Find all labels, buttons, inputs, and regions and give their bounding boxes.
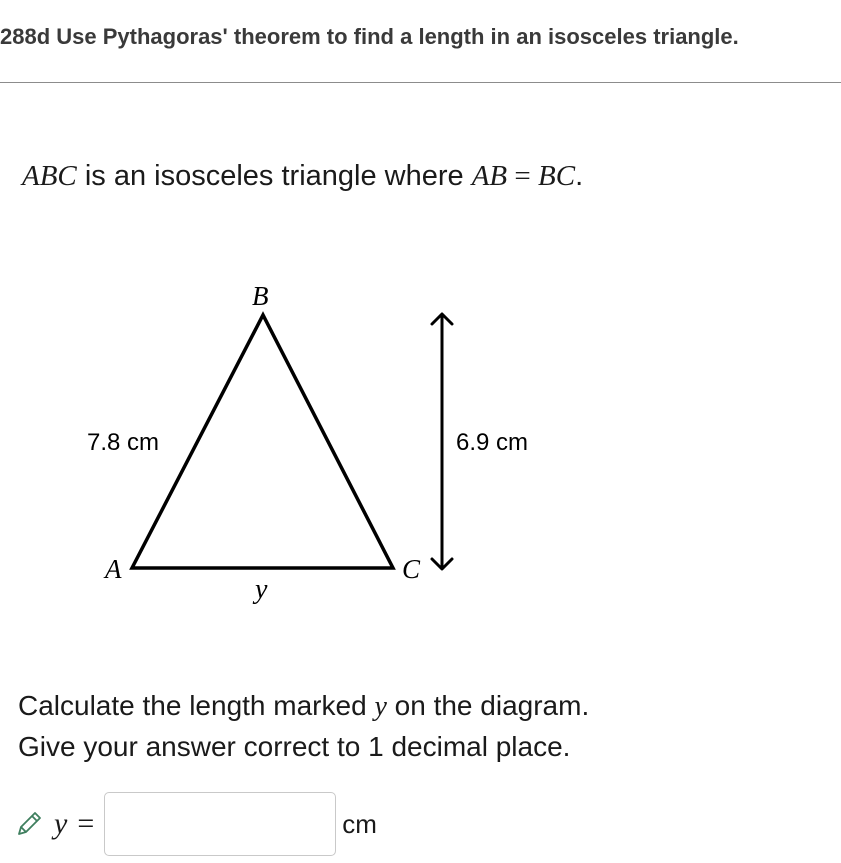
answer-equals: = xyxy=(77,807,95,840)
equation-lhs: AB xyxy=(471,160,508,192)
question-line-2: Give your answer correct to 1 decimal place. xyxy=(18,731,571,762)
statement-end: . xyxy=(575,160,584,192)
problem-statement xyxy=(22,160,583,193)
height-label: 6.9 cm xyxy=(456,429,529,456)
vertex-a-label: A xyxy=(105,554,122,584)
answer-input[interactable] xyxy=(104,792,336,856)
equation-equals: = xyxy=(507,160,538,192)
pencil-icon xyxy=(14,809,44,839)
equation-rhs: BC xyxy=(538,160,576,192)
triangle-abc xyxy=(132,315,393,568)
answer-unit: cm xyxy=(342,808,377,839)
answer-row xyxy=(14,790,377,858)
answer-variable: y xyxy=(54,807,68,840)
vertex-b-label: B xyxy=(252,281,269,311)
question-line-1-before: Calculate the length marked xyxy=(18,690,375,721)
header-divider xyxy=(0,82,841,83)
question-text xyxy=(18,686,589,767)
base-label: y xyxy=(255,574,268,605)
statement-text: is an isosceles triangle where xyxy=(76,160,472,192)
question-line-1-after: on the diagram. xyxy=(386,690,590,721)
vertex-c-label: C xyxy=(402,554,421,584)
page-title: 288d Use Pythagoras' theorem to find a length in an isosceles triangle. xyxy=(0,24,739,49)
triangle-name: ABC xyxy=(22,160,77,192)
question-variable: y xyxy=(374,691,387,722)
triangle-diagram xyxy=(0,260,600,620)
question-line-1 xyxy=(18,686,589,727)
side-ab-label: 7.8 cm xyxy=(87,429,160,456)
